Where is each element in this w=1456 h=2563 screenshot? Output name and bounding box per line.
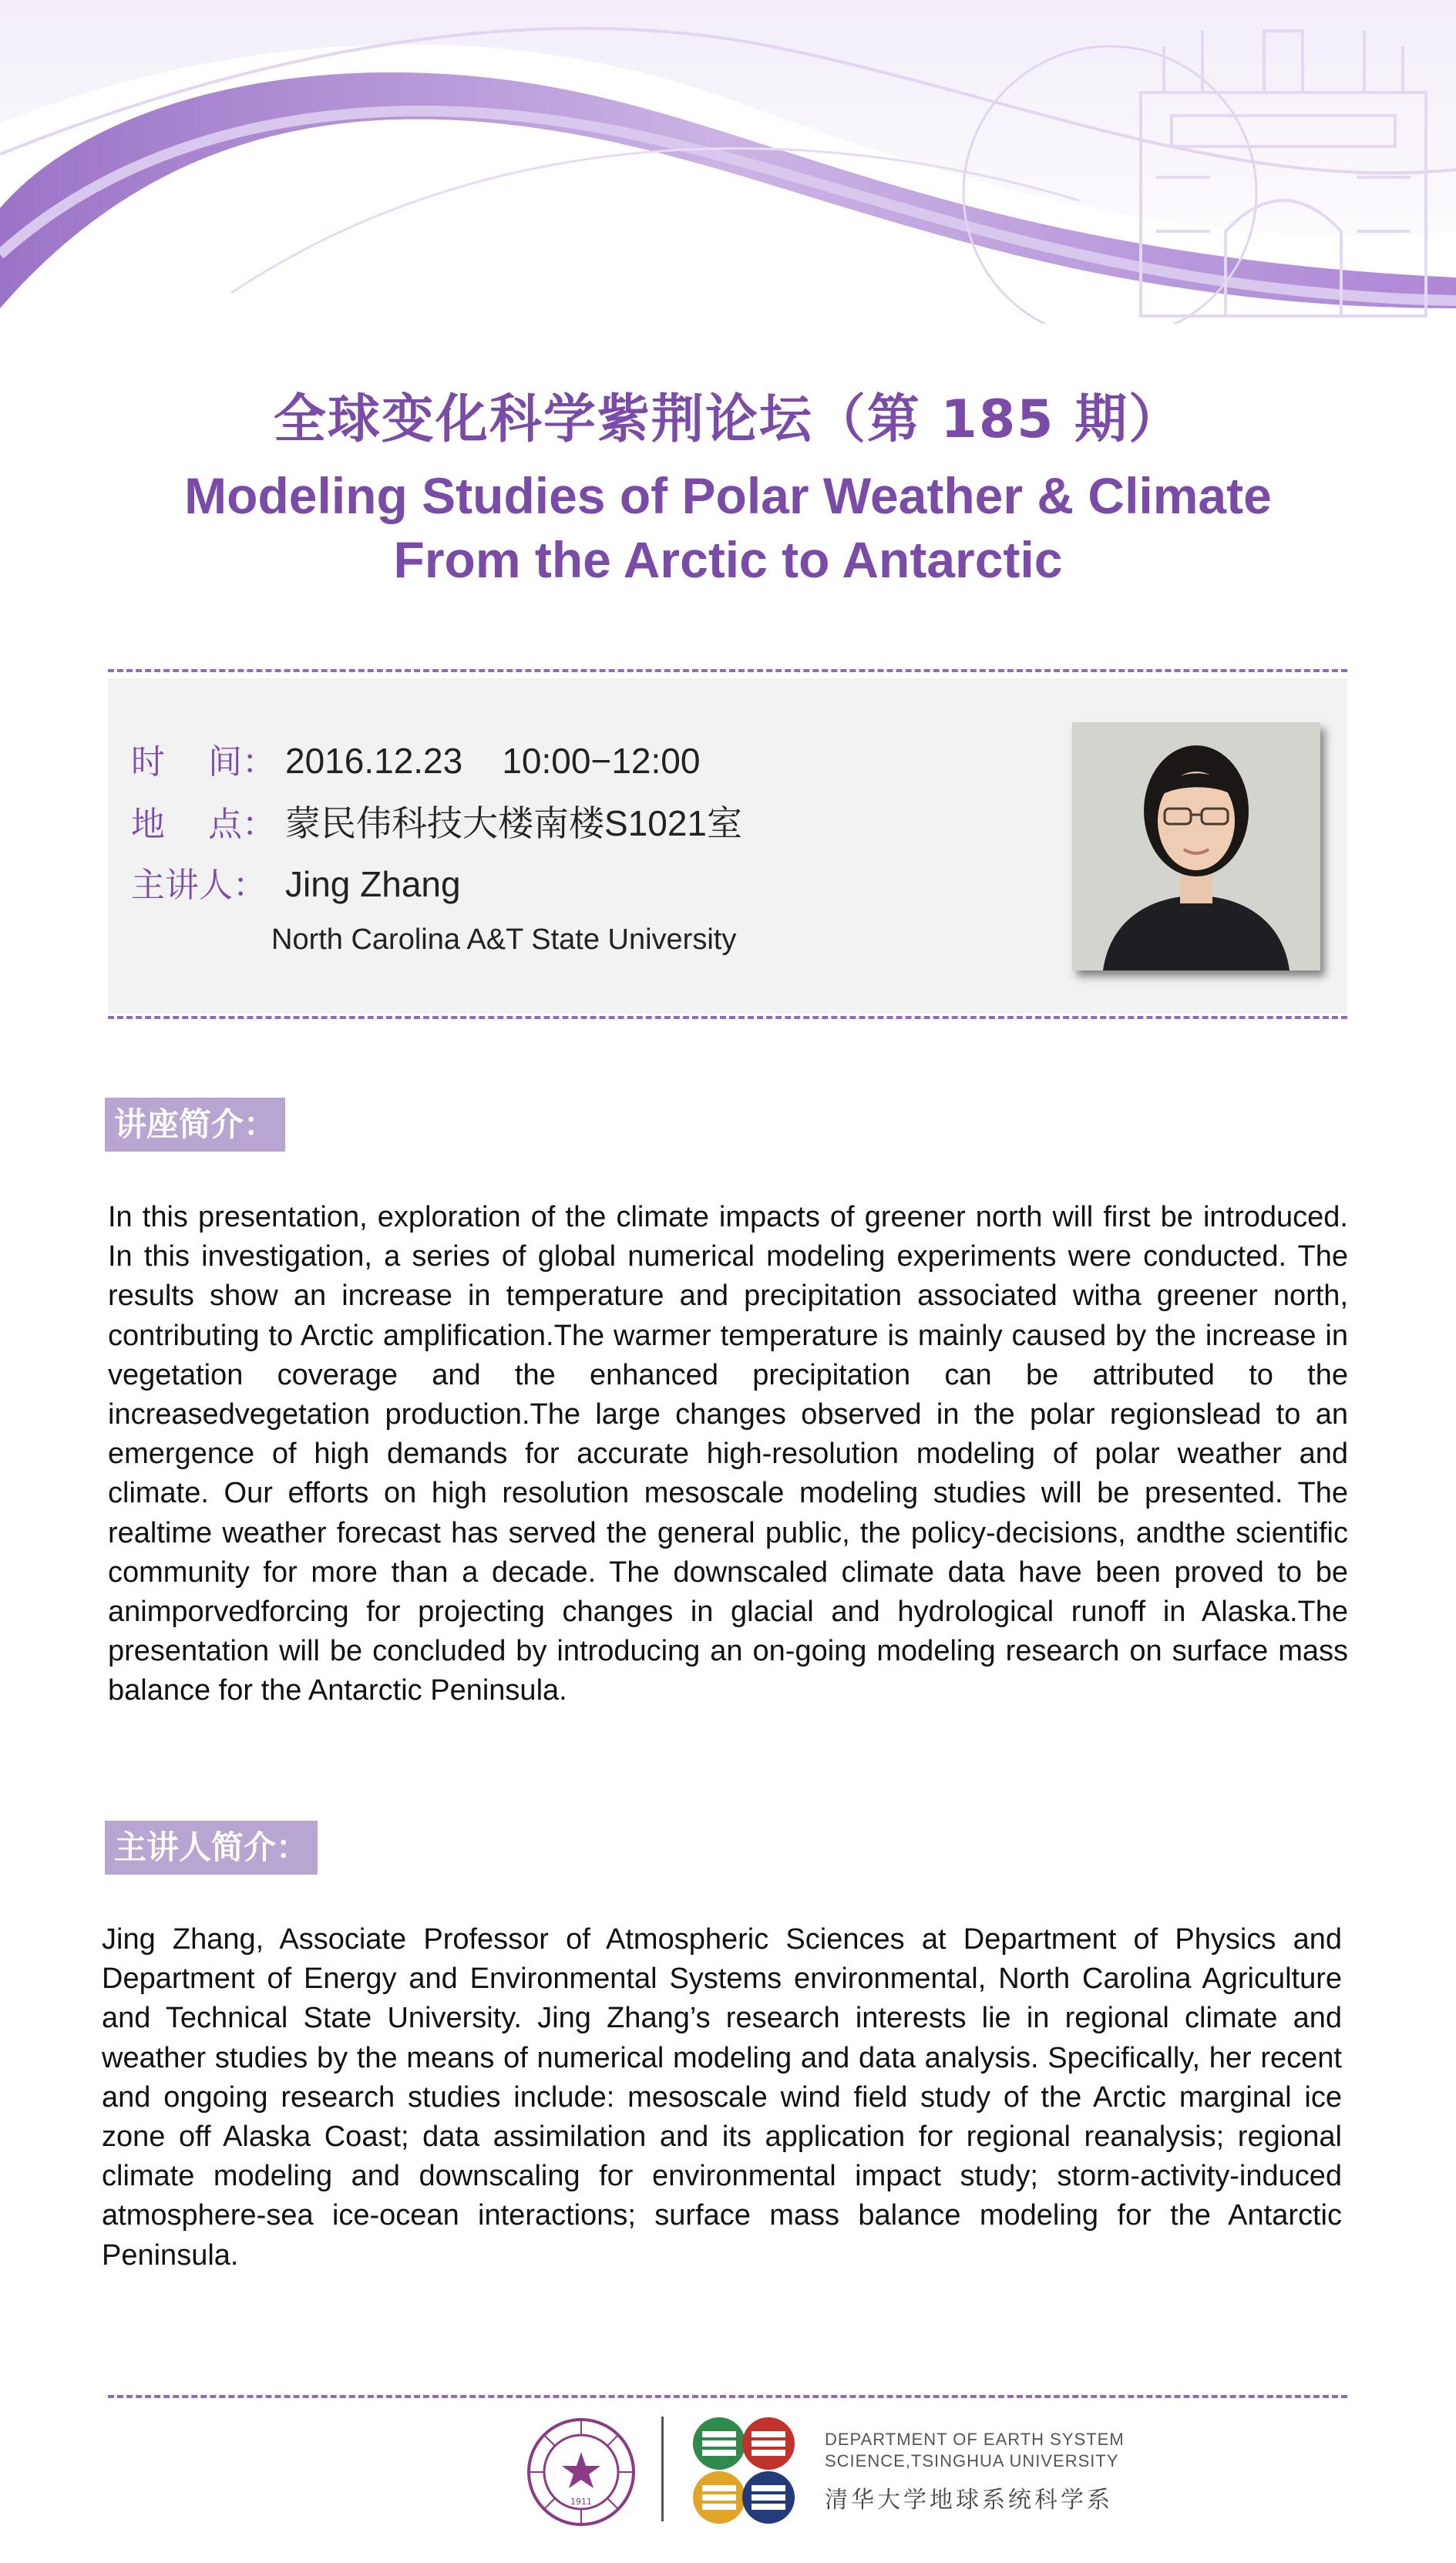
divider-dotted-top <box>108 669 1347 672</box>
header-wave-decoration <box>0 0 1456 324</box>
dept-name-en-line2: SCIENCE,TSINGHUA UNIVERSITY <box>825 2451 1119 2471</box>
time-row <box>131 734 700 783</box>
divider-dotted-bottom <box>108 2395 1347 2398</box>
forum-title-cn: 全球变化科学紫荆论坛（第 185 期） <box>273 389 1183 450</box>
dept-name-cn: 清华大学地球系统科学系 <box>825 2487 1113 2514</box>
lecture-abstract: In this presentation, exploration of the climate impacts of greener north will first be introduced. In this investigation, a series of global numerical modeling experiments were conducted. The results show an increase in temperature and precipitation associated witha greener north, contributing to Arctic amplification.The warmer temperature is mainly caused by the increase in vegetation coverage and the enhanced precipitation can be attributed to the increasedvegetation production.The large changes observed in the polar regionslead to an emergence of high demands for accurate high-resolution modeling of polar weather and climate. Our efforts on high resolution mesoscale modeling studies will be presented. The realtime weather forecast has served the general public, the policy-decisions, andthe scientific community for more than a decade. The downscaled climate data have been proved to be animporvedforcing for projecting changes in glacial and hydrological runoff in Alaska.The presentation will be concluded by introducing an on-going modeling research on surface mass balance for the Antarctic Peninsula. <box>108 1201 1348 1707</box>
divider-dotted-middle <box>108 1016 1347 1019</box>
seal-year: 1911 <box>570 2497 592 2507</box>
speaker-name: Jing Zhang <box>285 864 461 904</box>
earth-system-department-logo <box>688 2416 799 2527</box>
speaker-affiliation: North Carolina A&T State University <box>271 923 737 956</box>
place-row <box>131 795 742 846</box>
speaker-biography: Jing Zhang, Associate Professor of Atmospheric Sciences at Department of Physics and Department of Energy and Environmental Systems environmental, North Carolina Agriculture and Technical State University. Jing Zhang’s research interests lie in regional climate and weather studies by the means of numerical modeling and data analysis. Specifically, her recent and ongoing research studies include: mesoscale wind field study of the Arctic marginal ice zone off Alaska Coast; data assimilation and its application for regional reanalysis; regional climate modeling and downscaling for environmental impact study; storm-activity-induced atmosphere-sea ice-ocean interactions; surface mass balance modeling for the Antarctic Peninsula. <box>102 1923 1342 2272</box>
lecture-intro-heading: 讲座简介： <box>105 1098 285 1152</box>
place-label: 地 点： <box>131 805 276 844</box>
place-value: 蒙民伟科技大楼南楼S1021室 <box>285 803 743 843</box>
dept-name-en-line1: DEPARTMENT OF EARTH SYSTEM <box>825 2430 1125 2449</box>
speaker-intro-heading: 主讲人简介： <box>105 1821 318 1875</box>
speaker-photo <box>1072 722 1320 970</box>
speaker-row <box>131 857 461 906</box>
footer-vertical-divider <box>661 2417 664 2521</box>
time-value: 2016.12.23 10:00−12:00 <box>285 741 701 781</box>
speaker-label: 主讲人： <box>131 866 267 905</box>
lecture-title-line1: Modeling Studies of Polar Weather & Climate <box>184 467 1272 524</box>
tsinghua-seal-logo <box>526 2417 636 2527</box>
lecture-title-line2: From the Arctic to Antarctic <box>393 531 1063 588</box>
time-label: 时 间： <box>131 742 276 782</box>
